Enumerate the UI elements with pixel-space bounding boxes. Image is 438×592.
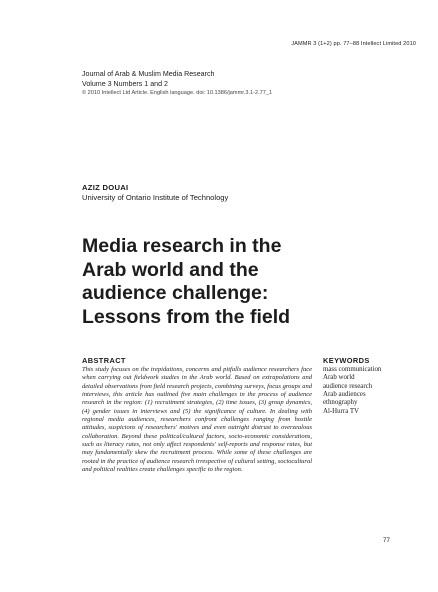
keyword-item: mass communication	[323, 366, 382, 373]
keywords-list	[323, 366, 381, 416]
journal-volume: Volume 3 Numbers 1 and 2	[82, 79, 168, 88]
author-block	[82, 183, 228, 203]
keyword-item: Al-Hurra TV	[323, 407, 360, 415]
journal-info	[82, 70, 272, 99]
abstract-heading: ABSTRACT	[82, 356, 126, 365]
article-title: Media research in the Arab world and the audience challenge: Lessons from the field	[82, 235, 291, 328]
author-affiliation: University of Ontario Institute of Technology	[82, 192, 229, 202]
doi-line: © 2010 Intellect Ltd Article. English language. doi: 10.1386/jammr.3.1-2.77_1	[82, 90, 273, 97]
keyword-item: ethnography	[323, 399, 358, 407]
running-head: JAMMR 3 (1+2) pp. 77–88 Intellect Limited 2010	[291, 41, 416, 47]
keyword-item: audience research	[323, 382, 373, 390]
keyword-item: Arab world	[323, 374, 355, 382]
keyword-item: Arab audiences	[323, 391, 366, 399]
journal-name: Journal of Arab & Muslim Media Research	[82, 70, 215, 78]
author-name: AZIZ DOUAI	[82, 183, 129, 192]
abstract-text: This study focuses on the trepidations, concerns and pitfalls audience researchers face when carrying out fieldwork studies in the Arab world. Based on extrapolations and detailed observations from field research projects, combining surveys, focus groups and interviews, this article has outlined five main challenges in the process of audience research in the region: (1) recruitment strategies, (2) time issues, (3) group dynamics, (4) gender issues in interviews and (5) the significance of culture. In dealing with regional media audiences, researchers confront challenges ranging from hostile attitudes, suspicions of researchers' motives and even outright distrust to overzealous collaboration. Beyond these political/cultural factors, socio-economic considerations, such as literacy rates, not only affect respondents' self-reports and response rates, but may fundamentally skew the recruitment process. While some of these challenges are rooted in the practice of audience research irrespective of cultural setting, sociocultural and political realities create challenges specific to the region.	[82, 366, 312, 474]
page-number: 77	[383, 537, 390, 544]
keywords-heading: KEYWORDS	[323, 356, 370, 365]
